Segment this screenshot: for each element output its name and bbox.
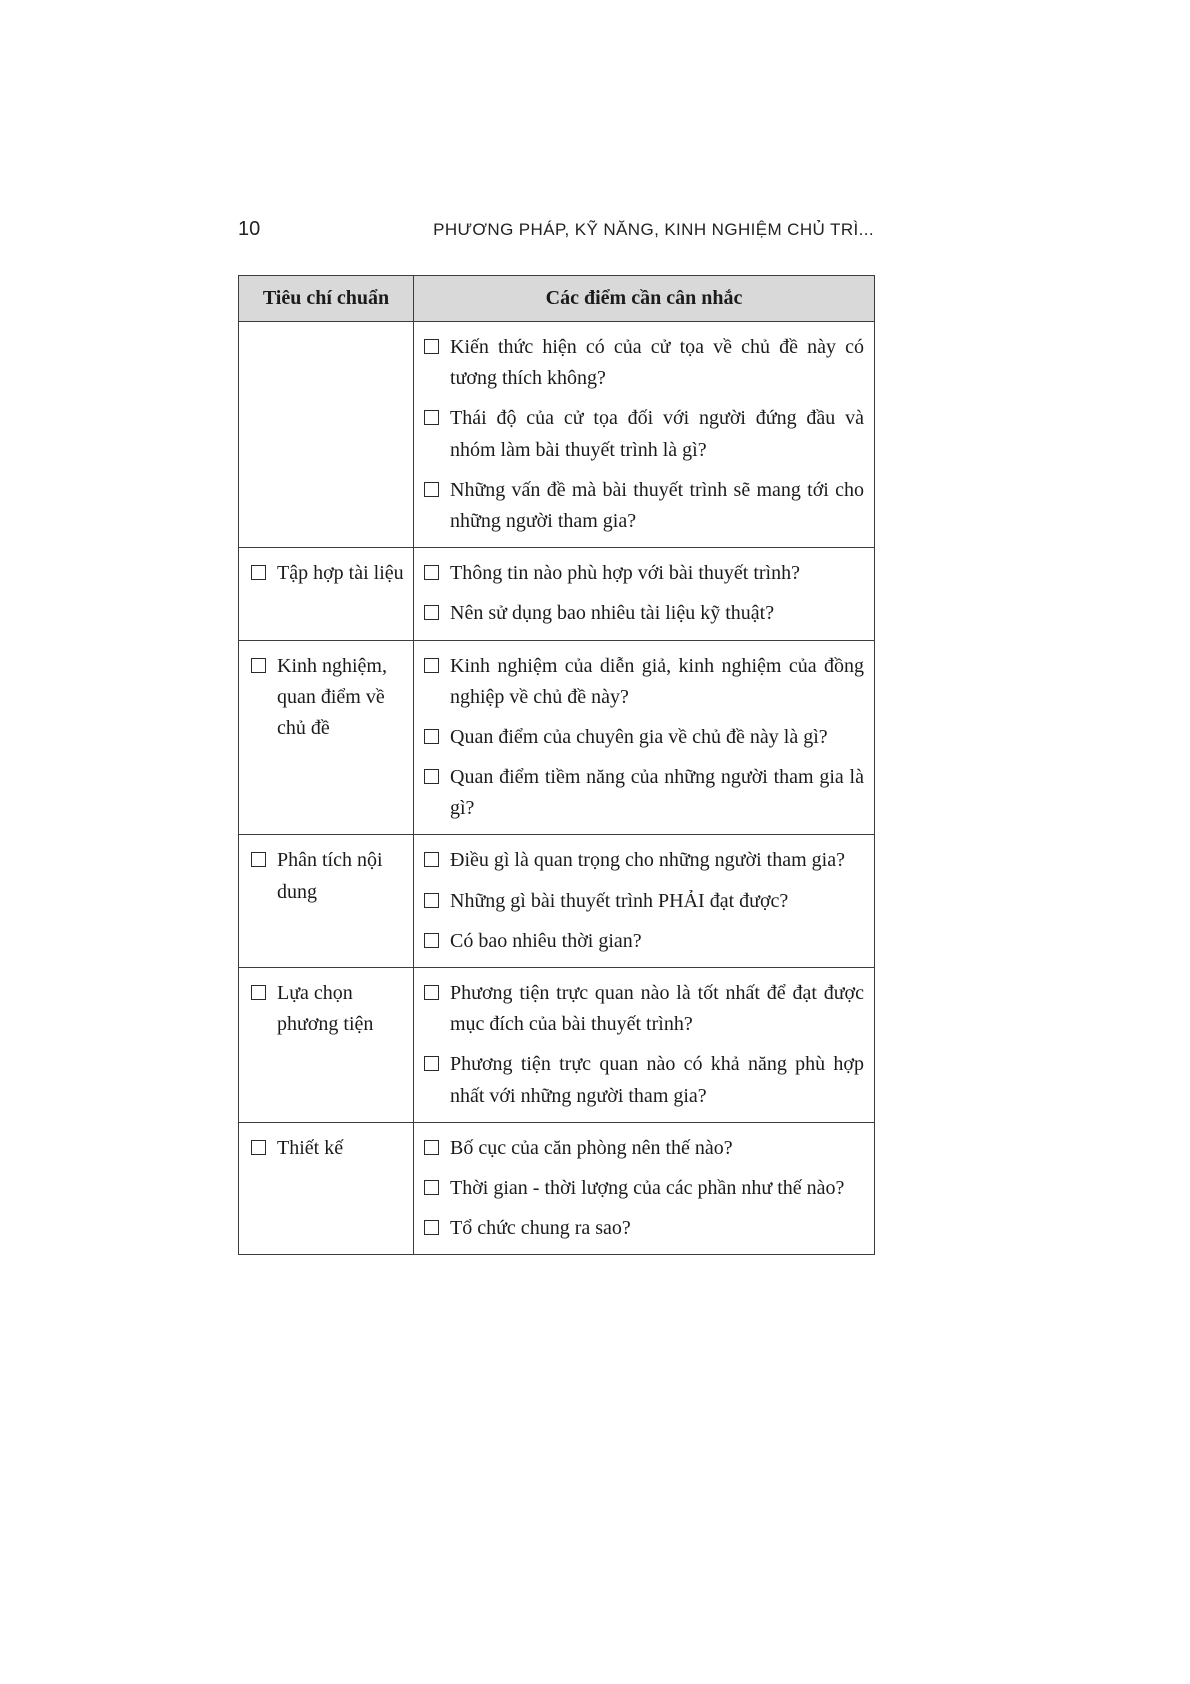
checkbox-icon	[424, 339, 439, 354]
checkbox-icon	[424, 1140, 439, 1155]
table-row	[239, 1122, 875, 1255]
criterion-item	[251, 978, 405, 1040]
criterion-item-text: Lựa chọn phương tiện	[277, 982, 374, 1036]
point-item	[424, 558, 864, 589]
point-item-text: Kinh nghiệm của diễn giả, kinh nghiệm của đồng nghiệp về chủ đề này?	[450, 654, 864, 708]
point-item-text: Điều gì là quan trọng cho những người tham gia?	[450, 849, 845, 872]
header-points: Các điểm cần cân nhắc	[414, 276, 875, 322]
point-item	[424, 845, 864, 876]
point-item	[424, 1213, 864, 1244]
checkbox-icon	[251, 852, 266, 867]
criterion-item-text: Tập hợp tài liệu	[277, 562, 404, 585]
checkbox-icon	[424, 729, 439, 744]
points-cell	[414, 968, 875, 1123]
point-item	[424, 475, 864, 537]
table-row	[239, 322, 875, 548]
criterion-cell	[239, 548, 414, 640]
point-item	[424, 403, 864, 465]
point-item	[424, 886, 864, 917]
checkbox-icon	[424, 1056, 439, 1071]
table-body	[239, 322, 875, 1255]
criteria-table	[238, 275, 875, 1255]
criterion-cell	[239, 968, 414, 1123]
point-item-text: Thông tin nào phù hợp với bài thuyết trình?	[450, 562, 800, 585]
checkbox-icon	[424, 1220, 439, 1235]
checkbox-icon	[424, 1180, 439, 1195]
checkbox-icon	[424, 933, 439, 948]
point-item	[424, 926, 864, 957]
checkbox-icon	[424, 852, 439, 867]
point-item-text: Những vấn đề mà bài thuyết trình sẽ mang tới cho những người tham gia?	[450, 478, 864, 532]
checkbox-icon	[251, 985, 266, 1000]
checkbox-icon	[424, 985, 439, 1000]
checkbox-icon	[424, 482, 439, 497]
checkbox-icon	[424, 565, 439, 580]
checkbox-icon	[251, 565, 266, 580]
point-item	[424, 598, 864, 629]
table-header-row	[239, 276, 875, 322]
criterion-item-text: Kinh nghiệm, quan điểm về chủ đề	[277, 654, 387, 739]
table-row	[239, 548, 875, 640]
criterion-item-text: Thiết kế	[277, 1136, 344, 1159]
checkbox-icon	[424, 893, 439, 908]
point-item	[424, 1133, 864, 1164]
criterion-cell	[239, 640, 414, 835]
point-item	[424, 332, 864, 394]
checkbox-icon	[251, 1140, 266, 1155]
criterion-item	[251, 1133, 405, 1164]
point-item	[424, 1049, 864, 1111]
point-item-text: Phương tiện trực quan nào là tốt nhất để đạt được mục đích của bài thuyết trình?	[450, 982, 864, 1036]
table-row	[239, 835, 875, 968]
table-row	[239, 968, 875, 1123]
criterion-item	[251, 558, 405, 589]
point-item-text: Quan điểm tiềm năng của những người tham gia là gì?	[450, 766, 864, 820]
checkbox-icon	[424, 605, 439, 620]
criterion-item-text: Phân tích nội dung	[277, 849, 383, 903]
table-row	[239, 640, 875, 835]
checkbox-icon	[424, 769, 439, 784]
point-item-text: Kiến thức hiện có của cử tọa về chủ đề này có tương thích không?	[450, 336, 864, 390]
checkbox-icon	[251, 658, 266, 673]
point-item-text: Thái độ của cử tọa đối với người đứng đầu và nhóm làm bài thuyết trình là gì?	[450, 407, 864, 461]
points-cell	[414, 640, 875, 835]
point-item-text: Có bao nhiêu thời gian?	[450, 929, 642, 952]
criterion-cell	[239, 322, 414, 548]
point-item	[424, 722, 864, 753]
page-header	[238, 218, 874, 241]
criterion-item	[251, 845, 405, 907]
point-item-text: Tổ chức chung ra sao?	[450, 1217, 631, 1240]
checkbox-icon	[424, 410, 439, 425]
point-item-text: Bố cục của căn phòng nên thế nào?	[450, 1136, 733, 1159]
header-criterion: Tiêu chí chuẩn	[239, 276, 414, 322]
running-head: PHƯƠNG PHÁP, KỸ NĂNG, KINH NGHIỆM CHỦ TRÌ...	[433, 220, 874, 239]
table-head	[239, 276, 875, 322]
points-cell	[414, 1122, 875, 1255]
point-item	[424, 1173, 864, 1204]
criterion-cell	[239, 1122, 414, 1255]
page-number: 10	[238, 218, 261, 240]
points-cell	[414, 835, 875, 968]
point-item-text: Nên sử dụng bao nhiêu tài liệu kỹ thuật?	[450, 602, 775, 625]
point-item-text: Những gì bài thuyết trình PHẢI đạt được?	[450, 889, 789, 912]
point-item-text: Thời gian - thời lượng của các phần như thế nào?	[450, 1176, 845, 1199]
checkbox-icon	[424, 658, 439, 673]
points-cell	[414, 548, 875, 640]
point-item	[424, 762, 864, 824]
point-item	[424, 978, 864, 1040]
point-item-text: Quan điểm của chuyên gia về chủ đề này là gì?	[450, 725, 828, 748]
point-item-text: Phương tiện trực quan nào có khả năng phù hợp nhất với những người tham gia?	[450, 1053, 864, 1107]
points-cell	[414, 322, 875, 548]
point-item	[424, 651, 864, 713]
criterion-item	[251, 651, 405, 745]
criterion-cell	[239, 835, 414, 968]
